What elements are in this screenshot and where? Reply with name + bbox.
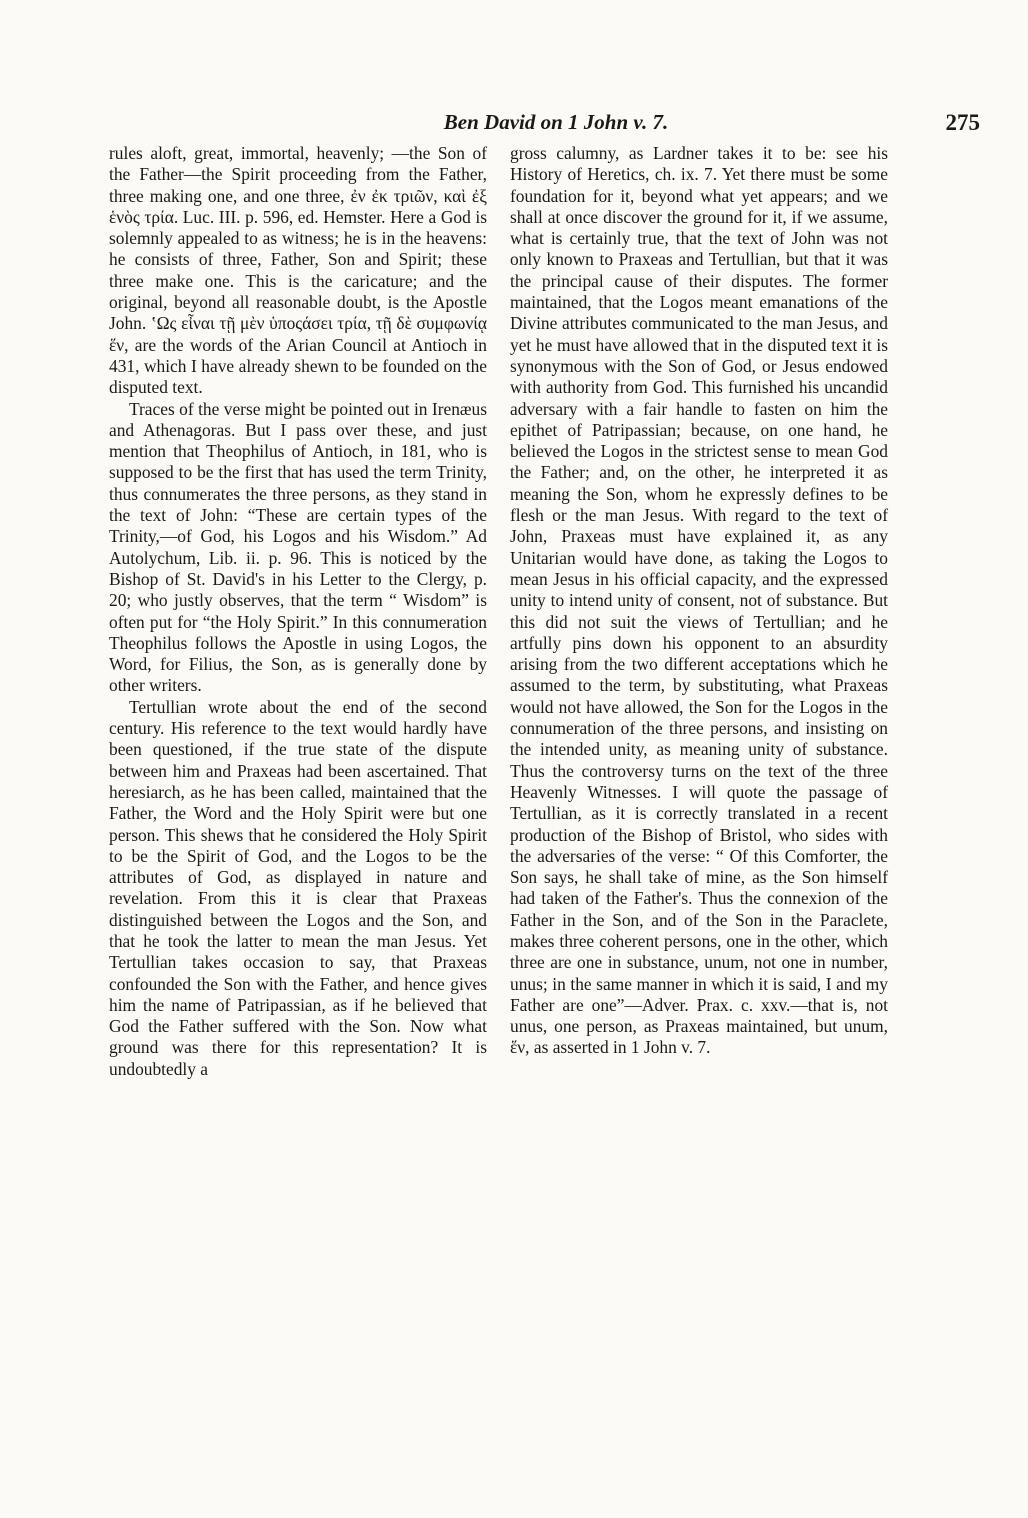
paragraph: gross calumny, as Lardner takes it to be: see his History of Heretics, ch. ix. 7. Yet there must be some foundation for it, beyond what yet appears; and we shall at once discover the ground for it, if we assume, what is certainly true, that the text of John was not only known to Praxeas and Tertullian, but that it was the principal cause of their disputes. The former maintained, that the Logos meant emanations of the Divine attributes communicated to the man Jesus, and yet he must have allowed that in the disputed text it is synonymous with the Son of God, or Jesus endowed with authority from God. This furnished his uncandid adversary with a fair handle to fasten on him the epithet of Patripassian; because, on one hand, he believed the Logos in the strictest sense to mean God the Father; and, on the other, he interpreted it as meaning the Son, whom he expressly defines to be flesh or the man Jesus. With regard to the text of John, Praxeas must have explained it, as any Unitarian would have done, as taking the Logos to mean Jesus in his official capacity, and the expressed unity to intend unity of consent, not of substance. But this did not suit the views of Tertullian; and he artfully pins down his opponent to an absurdity arising from the two different acceptations which he assumed to the term, by substituting, what Praxeas would not have allowed, the Son for the Logos in the connumeration of the three persons, and insisting on the intended unity, as meaning unity of substance. Thus the controversy turns on the text of the three Heavenly Witnesses. I will quote the passage of Tertullian, as it is correctly translated in a recent production of the Bishop of Bristol, who sides with the adversaries of the verse: “ Of this Comforter, the Son says, he shall take of mine, as the Son himself had taken of the Father's. Thus the connexion of the Father in the Son, and of the Son in the Paraclete, makes three coherent persons, one in the other, which three are one in substance, unum, not one in number, unus; in the same manner in which it is said, I and my Father are one”—Adver. Prax. c. xxv.—that is, not unus, one person, as Praxeas maintained, but unum, ἕν, as asserted in 1 John v. 7. — [510, 143, 888, 1058]
left-column — [109, 143, 487, 1080]
page-number: 275 — [945, 110, 980, 135]
paragraph: rules aloft, great, immortal, heavenly; —the Son of the Father—the Spirit proceeding from the Father, three making one, and one three, ἐν ἐκ τριῶν, καὶ ἐξ ἑνὸς τρία. Luc. III. p. 596, ed. Hemster. Here a God is solemnly appealed to as witness; he is in the heavens: he consists of three, Father, Son and Spirit; these three make one. This is the caricature; and the original, beyond all reasonable doubt, is the Apostle John. ʽΩς εἶναι τῇ μὲν ὑποςάσει τρία, τῇ δὲ συμφωνίᾳ ἕν, are the words of the Arian Council at Antioch in 431, which I have already shewn to be founded on the disputed text. — [109, 143, 487, 398]
paragraph: Traces of the verse might be pointed out in Irenæus and Athenagoras. But I pass over these, and just mention that Theophilus of Antioch, in 181, who is supposed to be the first that has used the term Trinity, thus connumerates the three persons, as they stand in the text of John: “These are certain types of the Trinity,—of God, his Logos and his Wisdom.” Ad Autolychum, Lib. ii. p. 96. This is noticed by the Bishop of St. David's in his Letter to the Clergy, p. 20; who justly observes, that the term “ Wisdom” is often put for “the Holy Spirit.” In this connumeration Theophilus follows the Apostle in using Logos, the Word, for Filius, the Son, as is generally done by other writers. — [109, 398, 487, 696]
paragraph: Tertullian wrote about the end of the second century. His reference to the text would hardly have been questioned, if the true state of the dispute between him and Praxeas had been ascertained. That heresiarch, as he has been called, maintained that the Father, the Word and the Holy Spirit were but one person. This shews that he considered the Holy Spirit to be the Spirit of God, and the Logos to be the attributes of God, as displayed in nature and revelation. From this it is clear that Praxeas distinguished between the Logos and the Son, and that he took the latter to mean the man Jesus. Yet Tertullian takes occasion to say, that Praxeas confounded the Son with the Father, and hence gives him the name of Patripassian, as if he believed that God the Father suffered with the Son. Now what ground was there for this representation? It is undoubtedly a — [109, 696, 487, 1079]
page-header — [132, 110, 980, 144]
right-column — [510, 143, 888, 1059]
running-title: Ben David on 1 John v. 7. — [443, 110, 669, 134]
